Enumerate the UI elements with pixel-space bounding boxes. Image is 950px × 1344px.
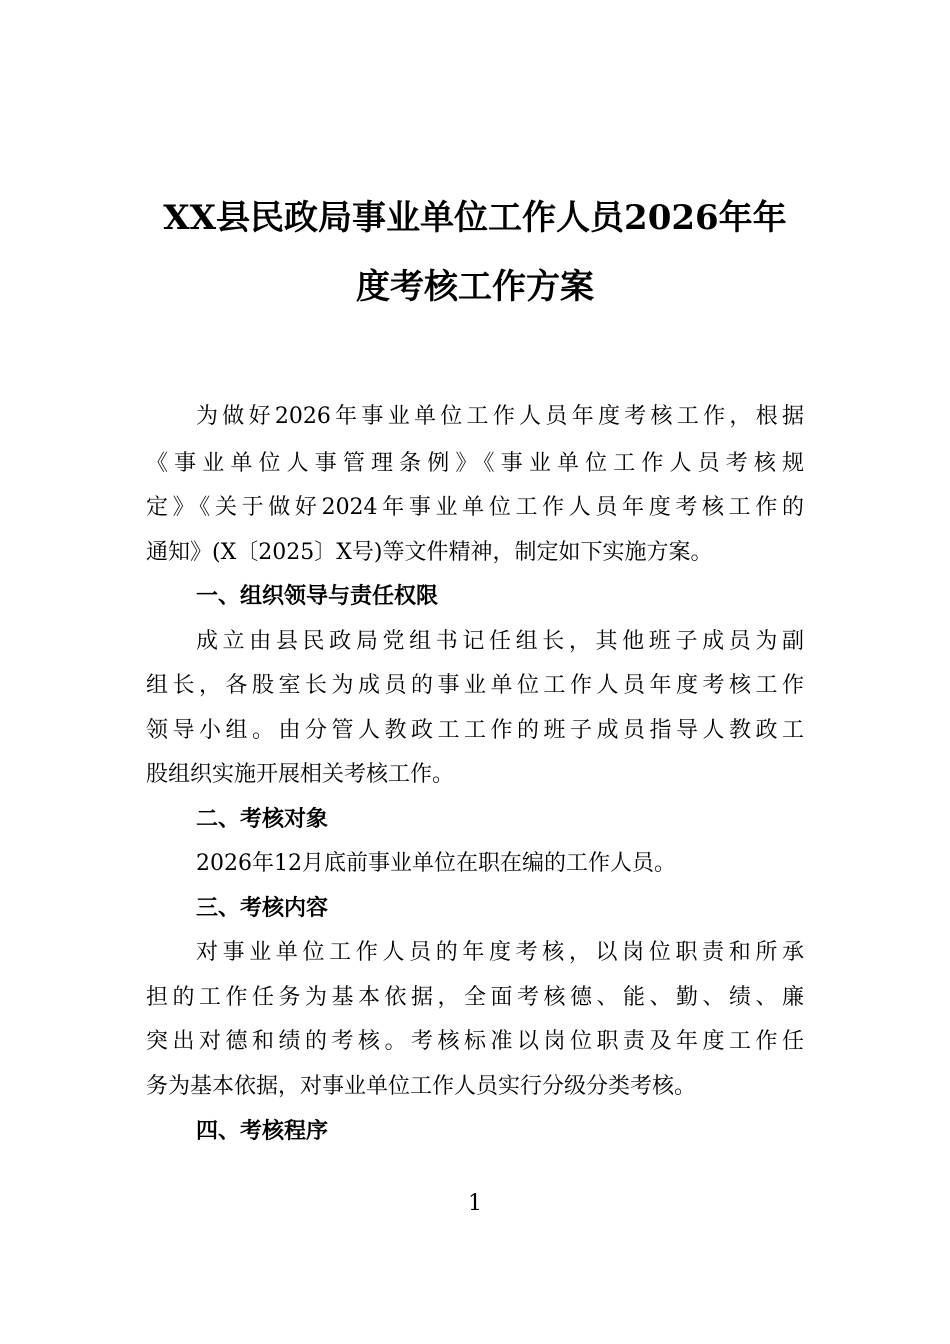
section-heading: 一、组织领导与责任权限	[196, 584, 439, 609]
document-title-line-2: 度考核工作方案	[356, 267, 594, 307]
document-title-line-1: XX县民政局事业单位工作人员2026年年	[163, 198, 787, 238]
paragraph-line: 股组织实施开展相关考核工作。	[146, 762, 455, 787]
paragraph-line: 务为基本依据，对事业单位工作人员实行分级分类考核。	[146, 1074, 697, 1099]
paragraph-line: 担的工作任务为基本依据，全面考核德、能、勤、绩、廉	[146, 985, 804, 1010]
intro-line: 为做好2026年事业单位工作人员年度考核工作，根据	[196, 404, 804, 429]
paragraph-line: 2026年12月底前事业单位在职在编的工作人员。	[196, 851, 676, 876]
paragraph-line: 突出对德和绩的考核。考核标准以岗位职责及年度工作任	[146, 1029, 804, 1054]
section-heading: 三、考核内容	[196, 896, 329, 921]
intro-line: 《事业单位人事管理条例》《事业单位工作人员考核规	[146, 451, 804, 476]
paragraph-line: 组长，各股室长为成员的事业单位工作人员年度考核工作	[146, 673, 804, 698]
paragraph-line: 成立由县民政局党组书记任组长，其他班子成员为副	[196, 629, 804, 654]
section-heading: 四、考核程序	[196, 1119, 329, 1144]
paragraph-line: 对事业单位工作人员的年度考核，以岗位职责和所承	[196, 940, 804, 965]
paragraph-line: 领导小组。由分管人教政工工作的班子成员指导人教政工	[146, 718, 804, 743]
page-number: 1	[468, 1191, 482, 1216]
intro-line: 通知》(X〔2025〕X号)等文件精神，制定如下实施方案。	[146, 540, 713, 565]
section-heading: 二、考核对象	[196, 807, 329, 832]
intro-line: 定》《关于做好2024年事业单位工作人员年度考核工作的	[146, 495, 804, 520]
